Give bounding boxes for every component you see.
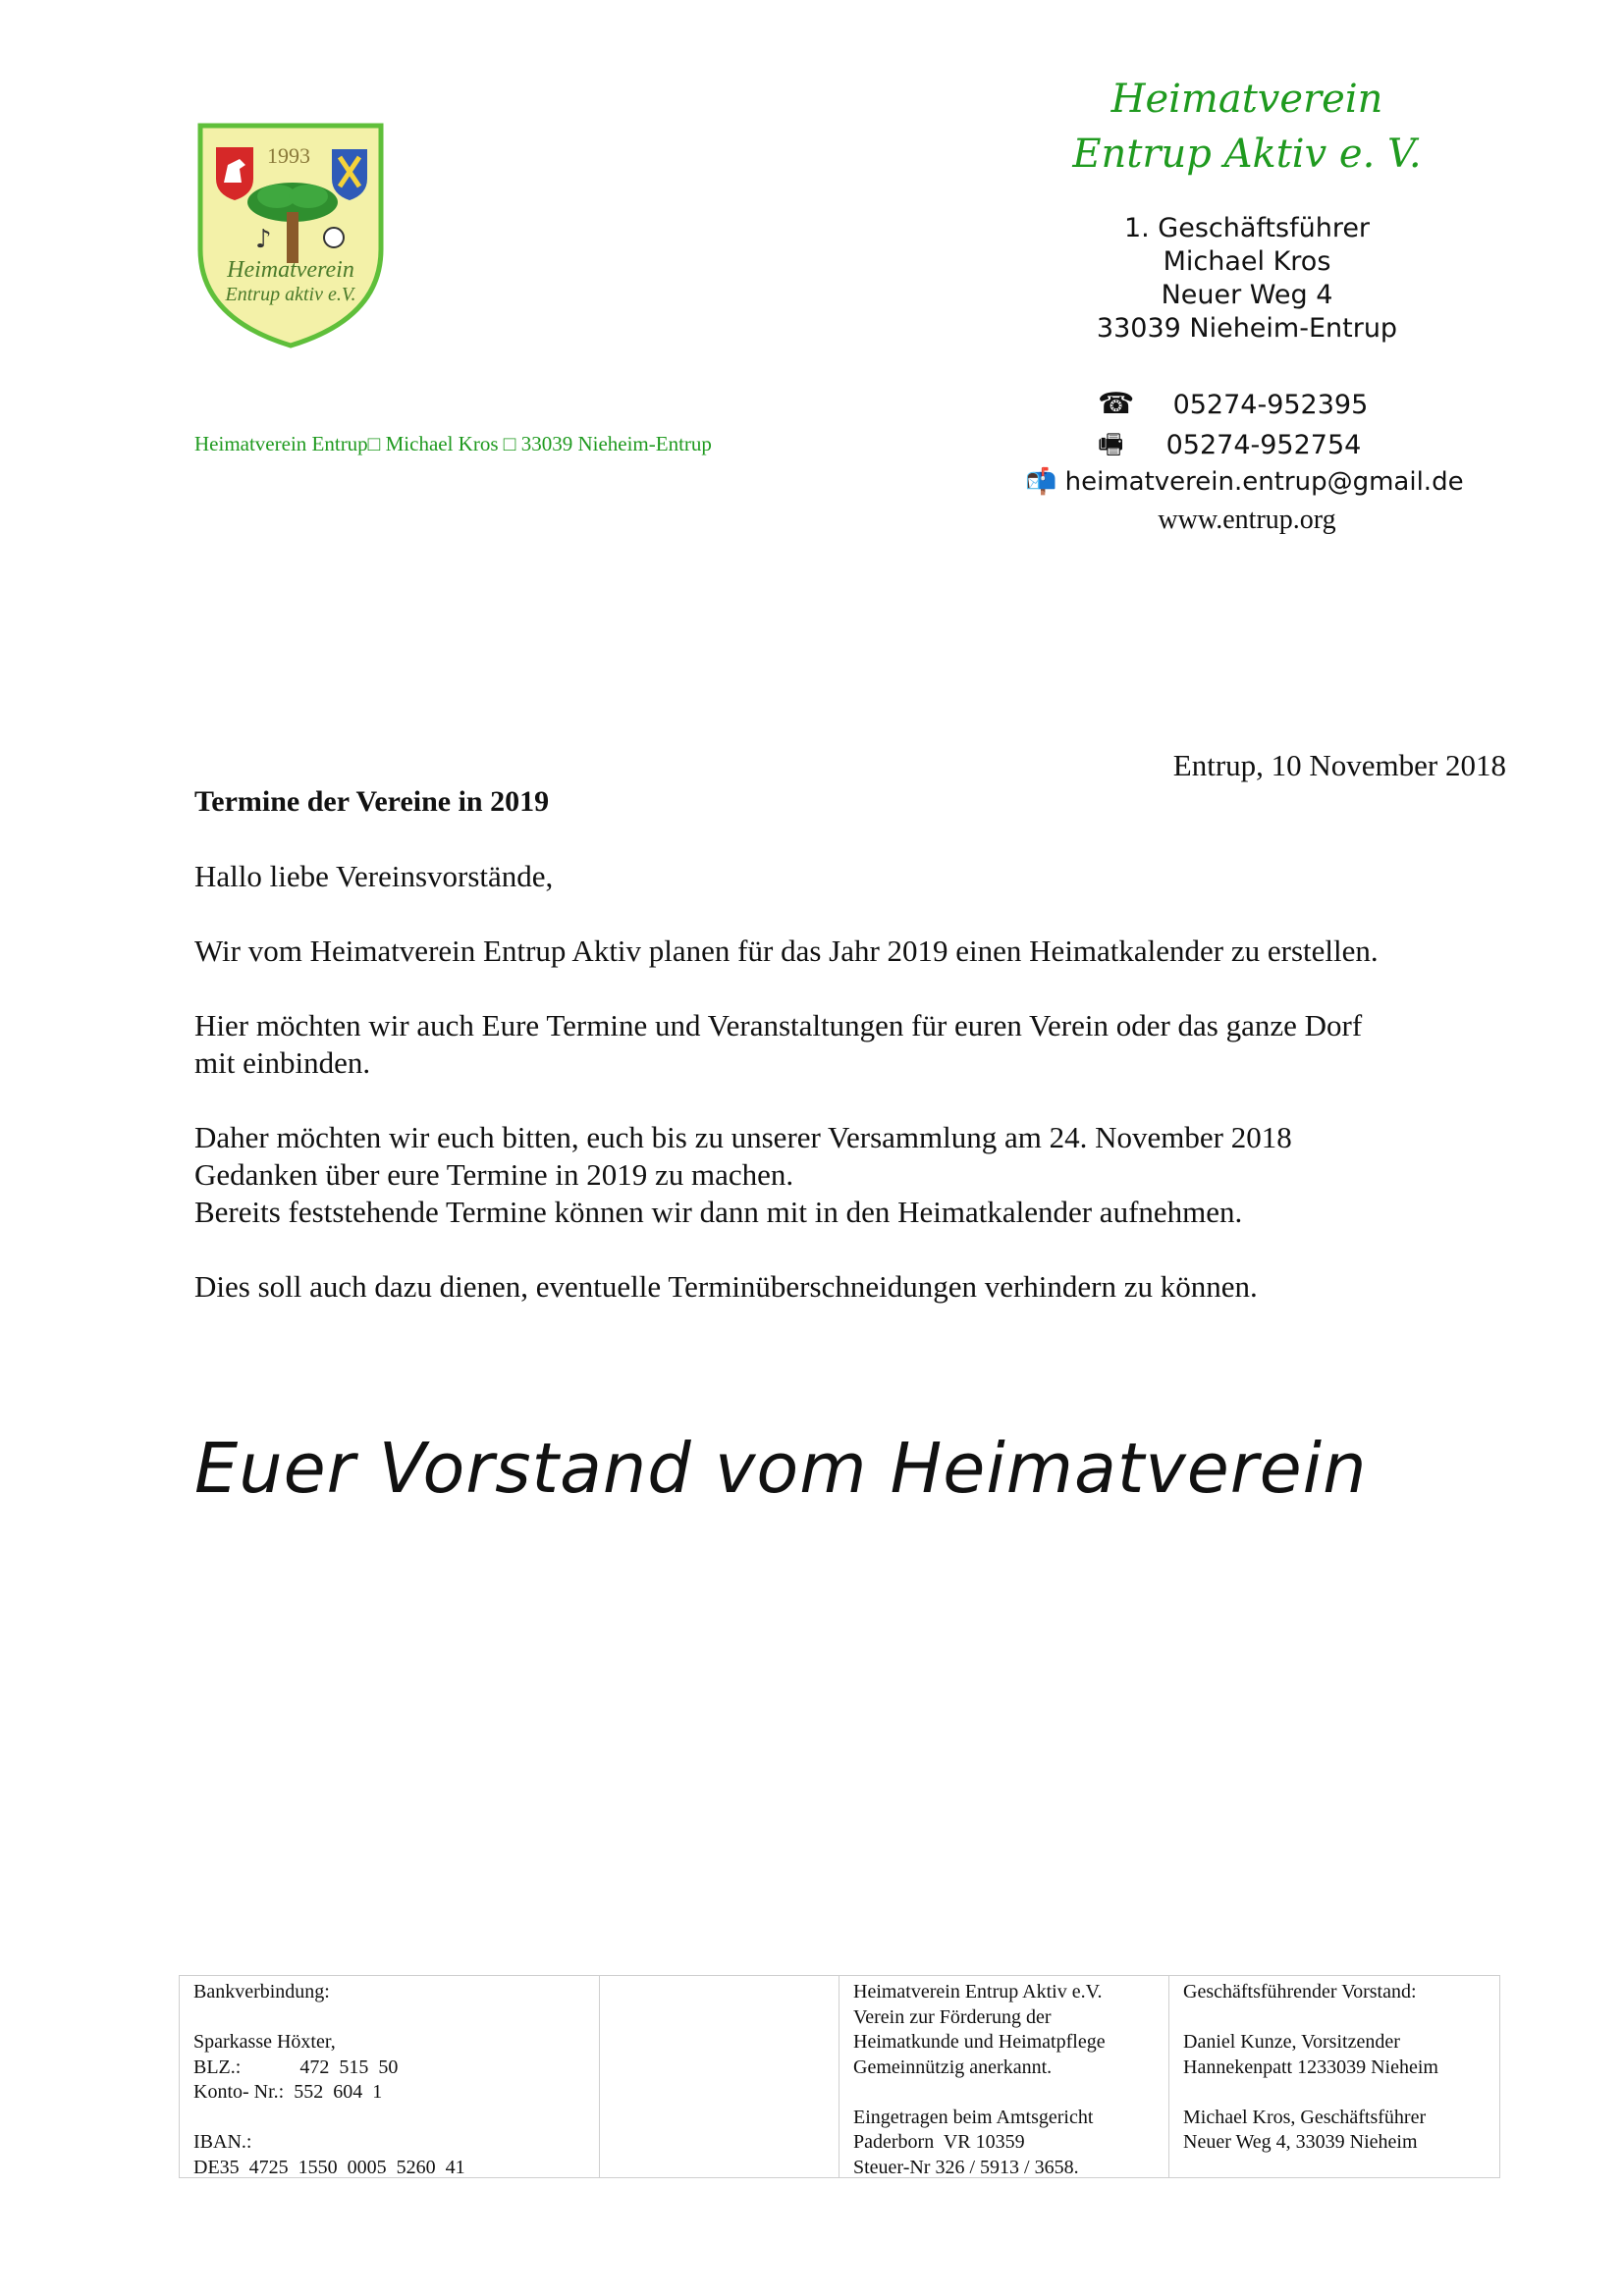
footer-association-line: Heimatverein Entrup Aktiv e.V. xyxy=(853,1981,1103,2002)
contact-street: Neuer Weg 4 xyxy=(1161,280,1333,310)
paragraph-2-line-1: Hier möchten wir auch Eure Termine und Veranstaltungen für euren Verein oder das ganze Dorf xyxy=(194,1008,1363,1042)
footer-association-line: Verein zur Förderung der xyxy=(853,2005,1052,2028)
signature: Euer Vorstand vom Heimatverein xyxy=(194,1428,1368,1509)
website-link[interactable]: www.entrup.org xyxy=(1158,505,1336,535)
contact-role: 1. Geschäftsführer xyxy=(1123,213,1371,243)
footer-board-line: Daniel Kunze, Vorsitzender xyxy=(1183,2031,1400,2053)
fax-icon: 🖷 xyxy=(1098,428,1124,460)
footer-bank xyxy=(180,1976,600,2177)
mailbox-icon: 📬 xyxy=(1025,467,1057,497)
contact-city: 33039 Nieheim-Entrup xyxy=(1096,313,1398,344)
greeting: Hallo liebe Vereinsvorstände, xyxy=(194,859,554,893)
footer-bank-line: Konto- Nr.: 552 604 1 xyxy=(193,2081,383,2103)
sender-line: Heimatverein Entrup□ Michael Kros □ 33039 Nieheim-Entrup xyxy=(194,432,712,455)
footer-association-line xyxy=(853,2080,1168,2106)
letter-subject: Termine der Vereine in 2019 xyxy=(194,785,550,818)
fax-row xyxy=(1098,424,1361,471)
org-name-line1: Heimatverein xyxy=(1110,77,1383,122)
footer-bank-line: IBAN.: xyxy=(193,2131,252,2153)
footer-board-line: Hannekenpatt 1233039 Nieheim xyxy=(1183,2056,1438,2078)
footer-board-line: Neuer Weg 4, 33039 Nieheim xyxy=(1183,2131,1418,2153)
paragraph-3-line-2: Gedanken über eure Termine in 2019 zu machen. xyxy=(194,1157,794,1192)
logo-text-1: Heimatverein xyxy=(227,257,354,283)
association-logo xyxy=(194,122,387,349)
paragraph-3-line-1: Daher möchten wir euch bitten, euch bis zu unserer Versammlung am 24. November 2018 xyxy=(194,1120,1292,1154)
footer-bank-line: DE35 4725 1550 0005 5260 41 xyxy=(193,2156,465,2177)
logo-text-2: Entrup aktiv e.V. xyxy=(225,284,356,305)
email-address[interactable]: heimatverein.entrup@gmail.de xyxy=(1064,467,1464,497)
footer-board xyxy=(1169,1976,1499,2177)
fax-number: 05274-952754 xyxy=(1165,430,1362,460)
org-name-line2: Entrup Aktiv e. V. xyxy=(1072,132,1422,177)
footer-bank-line: BLZ.: 472 515 50 xyxy=(193,2056,399,2078)
paragraph-3-line-3: Bereits feststehende Termine können wir dann mit in den Heimatkalender aufnehmen. xyxy=(194,1195,1243,1229)
footer-association-line: Heimatkunde und Heimatpflege xyxy=(853,2031,1106,2053)
footer-association-line: Steuer-Nr 326 / 5913 / 3658. xyxy=(853,2156,1079,2177)
paragraph-3 xyxy=(194,1119,1500,1231)
footer-empty-cell xyxy=(600,1976,839,2177)
phone-row xyxy=(1098,387,1368,421)
footer-association-line: Paderborn VR 10359 xyxy=(853,2131,1025,2153)
paragraph-4: Dies soll auch dazu dienen, eventuelle Terminüberschneidungen verhindern zu können. xyxy=(194,1269,1258,1304)
footer-bank-line xyxy=(193,2106,599,2131)
footer-board-line xyxy=(1183,2080,1499,2106)
email-row xyxy=(1025,467,1464,497)
phone-icon: ☎ xyxy=(1098,387,1135,421)
paragraph-1: Wir vom Heimatverein Entrup Aktiv planen für das Jahr 2019 einen Heimatkalender zu erstellen. xyxy=(194,934,1379,968)
phone-number: 05274-952395 xyxy=(1172,390,1369,420)
footer-association-line: Gemeinnützig anerkannt. xyxy=(853,2056,1053,2078)
footer-association-line: Eingetragen beim Amtsgericht xyxy=(853,2106,1094,2128)
letter-date: Entrup, 10 November 2018 xyxy=(1172,748,1506,782)
svg-text:♪: ♪ xyxy=(255,225,272,254)
footer-bank-line: Sparkasse Höxter, xyxy=(193,2031,336,2053)
footer-bank-line: Bankverbindung: xyxy=(193,1981,330,2002)
footer-board-line: Geschäftsführender Vorstand: xyxy=(1183,1981,1417,2002)
footer-bank-line xyxy=(193,2005,599,2031)
footer-board-line xyxy=(1183,2005,1499,2031)
footer-board-line: Michael Kros, Geschäftsführer xyxy=(1183,2106,1427,2128)
footer-table xyxy=(179,1975,1500,2178)
footer-association xyxy=(839,1976,1169,2177)
paragraph-2-line-2: mit einbinden. xyxy=(194,1045,371,1080)
paragraph-2 xyxy=(194,1007,1500,1082)
contact-name: Michael Kros xyxy=(1163,246,1331,277)
logo-year: 1993 xyxy=(267,143,310,168)
